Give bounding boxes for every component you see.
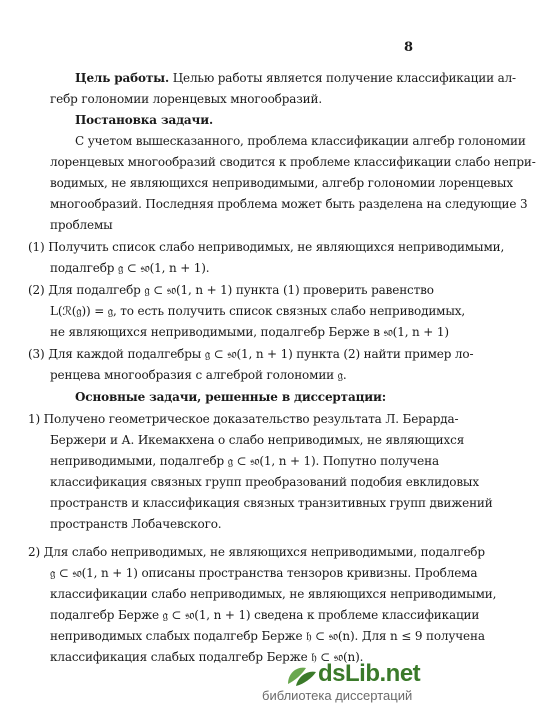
text-line: пространств и классификация связных транзитивных групп движений	[50, 496, 493, 510]
text-line: Цель работы. Целью работы является получение классификации ал-	[75, 71, 516, 85]
list-item: (2) Для подалгебр 𝔤 ⊂ 𝔰𝔬(1, n + 1) пункта (1) проверить равенство	[28, 283, 434, 297]
text-line: 𝔤 ⊂ 𝔰𝔬(1, n + 1) описаны пространства тензоров кривизны. Проблема	[50, 566, 478, 580]
list-item: (1) Получить список слабо неприводимых, не являющихся неприводимыми,	[28, 240, 505, 254]
text-line: подалгебр Берже 𝔤 ⊂ 𝔰𝔬(1, n + 1) сведена к проблеме классификации	[50, 608, 480, 622]
text-line: L(ℛ(𝔤)) = 𝔤, то есть получить список связных слабо неприводимых,	[50, 304, 466, 318]
text-line: подалгебр 𝔤 ⊂ 𝔰𝔬(1, n + 1).	[50, 261, 210, 275]
text-line: пространств Лобачевского.	[50, 517, 222, 531]
watermark[interactable]	[262, 660, 448, 706]
text-line: С учетом вышесказанного, проблема классификации алгебр голономии	[75, 134, 526, 148]
text-line: водимых, не являющихся неприводимыми, алгебр голономии лоренцевых	[50, 176, 513, 190]
text-line: классификация связных групп преобразований подобия евклидовых	[50, 475, 479, 489]
text-line: лоренцевых многообразий сводится к проблеме классификации слабо непри-	[50, 155, 536, 169]
watermark-tagline: библиотека диссертаций	[262, 688, 413, 703]
text-line: классификации слабо неприводимых, не являющихся неприводимыми,	[50, 587, 497, 601]
text-line: неприводимыми, подалгебр 𝔤 ⊂ 𝔰𝔬(1, n + 1). Попутно получена	[50, 454, 439, 468]
list-item: 2) Для слабо неприводимых, не являющихся неприводимыми, подалгебр	[28, 545, 485, 559]
text-line: гебр голономии лоренцевых многообразий.	[50, 92, 323, 106]
text-line: не являющихся неприводимыми, подалгебр Берже в 𝔰𝔬(1, n + 1)	[50, 325, 449, 339]
section-heading: Постановка задачи.	[75, 113, 213, 127]
text-line: ренцева многообразия с алгеброй голономии 𝔤.	[50, 368, 347, 382]
section-heading: Основные задачи, решенные в диссертации:	[75, 390, 387, 404]
watermark-logo: dsLib.net	[318, 660, 421, 687]
goal-heading: Цель работы.	[75, 71, 170, 85]
leaf-logo-icon	[284, 662, 318, 688]
list-item: (3) Для каждой подалгебры 𝔤 ⊂ 𝔰𝔬(1, n + 1) пункта (2) найти пример ло-	[28, 347, 474, 361]
text-line: Бержери и А. Икемакхена о слабо неприводимых, не являющихся	[50, 433, 465, 447]
text-line: проблемы	[50, 218, 113, 232]
list-item: 1) Получено геометрическое доказательство результата Л. Берарда-	[28, 412, 459, 426]
page-number: 8	[404, 40, 414, 55]
text-line: классификация слабых подалгебр Берже 𝔥 ⊂ 𝔰𝔬(n).	[50, 650, 364, 664]
text-line: многообразий. Последняя проблема может быть разделена на следующие 3	[50, 197, 528, 211]
text-line: неприводимых слабых подалгебр Берже 𝔥 ⊂ 𝔰𝔬(n). Для n ≤ 9 получена	[50, 629, 485, 643]
